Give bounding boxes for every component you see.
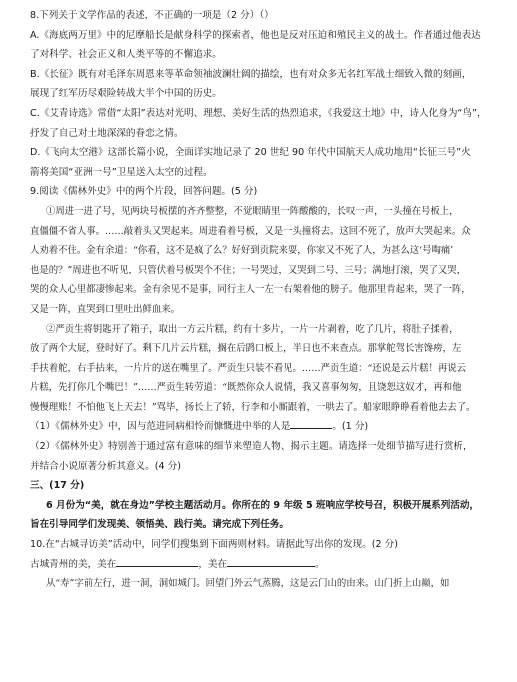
section3-title: 三、(17 分) — [30, 480, 85, 492]
q8-option-c: C.《艾青诗选》常借“太阳”表达对光明、理想、美好生活的热烈追求，《我爱这土地》中，诗人化身为“鸟”， — [30, 107, 487, 119]
q8-option-d: D.《飞向太空港》这部长篇小说，全面详实地记录了 20 世纪 90 年代中国航天人成功地用“长征三号”火 — [30, 147, 471, 159]
q10-fill-pre: 古城青州的美，美在 — [30, 558, 117, 570]
q9-title: 9.阅读《儒林外史》中的两个片段，回答问题。(5 分) — [30, 186, 258, 198]
q10-title: 10.在“古城寻访美”活动中，同学们搜集到下面两则材料。请据此写出你的发现。(2 分) — [30, 539, 399, 551]
q9-sub2-cont: 并结合小说原著分析其意义。(4 分) — [30, 460, 181, 472]
answer-blank[interactable] — [290, 418, 332, 429]
q10-fill-mid: ，美在 — [198, 558, 228, 570]
passage1-line: 直僵僵不省人事。……敲着头又哭起来。周进看着号板，又是一头撞将去。这回不死了，放声大哭起来。众 — [30, 225, 471, 237]
q9-sub1-text: （1）《儒林外史》中，因与范进同病相怜而慷慨进中举的人是 — [30, 421, 291, 433]
q10-fill-post: 。 — [315, 558, 325, 570]
passage1-line: 也是的？”周进也不听见，只管伏着号板哭个不住；一号哭过，又哭到二号、三号；满地打滚，哭了又哭， — [30, 264, 467, 276]
q9-sub1 — [30, 417, 499, 437]
material1-line: 从“寿”字前左行，进一洞，洞如城门。回望门外云气蒸腾，这是云门山的由来。山门折上山巅，如 — [46, 578, 450, 590]
passage1-line: 又是一阵，直哭到口里吐出鲜血来。 — [30, 303, 181, 315]
section3-intro: 6 月份为“美，就在身边”学校主题活动月。你所在的 9 年级 5 班响应学校号召，积极开展系列活动， — [46, 499, 480, 511]
passage2-line: 手扶着舵，右手拈来，一片片的送在嘴里了。严贡生只装不看见。……严贡生道：“还说是云片糕！再说云 — [30, 362, 467, 374]
q8-option-b-cont: 展现了红军历尽艰险转战大半个中国的历史。 — [30, 88, 222, 100]
q8-option-a-cont: 了对科学、社会正义和人类平等的不懈追求。 — [30, 49, 222, 61]
q8-option-b: B.《长征》既有对毛泽东周恩来等革命领袖波澜壮阔的描绘，也有对众多无名红军战士细致入微的刻画， — [30, 68, 472, 80]
passage1-line: 人劝着不住。金有余道：“你看，这不是疯了么？好好到贡院来耍，你家又不死了人，为甚么这‘号啕痛’ — [30, 245, 454, 257]
passage2-line: ②严贡生将钥匙开了箱子，取出一方云片糕，约有十多片，一片一片剥着，吃了几片，将肚子揉着， — [46, 323, 459, 335]
q8-title: 8.下列关于文学作品的表述，不正确的一项是（2 分）（） — [30, 10, 274, 21]
q8-option-d-cont: 箭将美国“亚洲一号”卫星送入太空的过程。 — [30, 166, 213, 178]
q9-sub1-score: 。(1 分) — [332, 421, 369, 433]
passage2-line: 片糕，先打你几个嘴巴！”……严贡生转劳道：“既然你众人说情，我又喜事匆匆，且饶恕这奴才，再和他 — [30, 382, 462, 394]
passage1-line: ①周进一进了号，见两块号板摆的齐齐整整，不觉眼睛里一阵酸酸的，长叹一声，一头撞在号板上， — [46, 205, 459, 217]
passage1-line: 哭的众人心里都凄惨起来。金有余见不是事，同行主人一左一右架着他的膀子。他那里肯起来，哭了一阵， — [30, 284, 471, 296]
q8-option-c-cont: 抒发了自己对土地深深的眷恋之情。 — [30, 127, 184, 139]
answer-blank[interactable] — [227, 556, 315, 567]
passage2-line: 慢慢理账！不怕他飞上天去！”骂毕，扬长上了轿，行李和小厮跟着，一哄去了。船家眼睁睁看着他去去了。 — [30, 401, 476, 413]
passage2-line: 放了两个大屁，登时好了。剩下几片云片糕，搁在后鹍口板上，半日也不来查点。那掌舵驾长害馋痨，左 — [30, 343, 462, 355]
answer-blank[interactable] — [116, 556, 198, 567]
section3-intro-cont: 旨在引导同学们发现美、领悟美、践行美。请完成下列任务。 — [30, 519, 290, 531]
q9-sub2: （2）《儒林外史》特别善于通过富有意味的细节来塑造人物、揭示主题。请选择一处细节描写进行赏析， — [30, 441, 473, 453]
q8-option-a: A.《海底两万里》中的尼摩船长是献身科学的探索者，他也是反对压迫和殖民主义的战士。作者通过他表达 — [30, 29, 481, 41]
q10-fill — [30, 555, 499, 575]
